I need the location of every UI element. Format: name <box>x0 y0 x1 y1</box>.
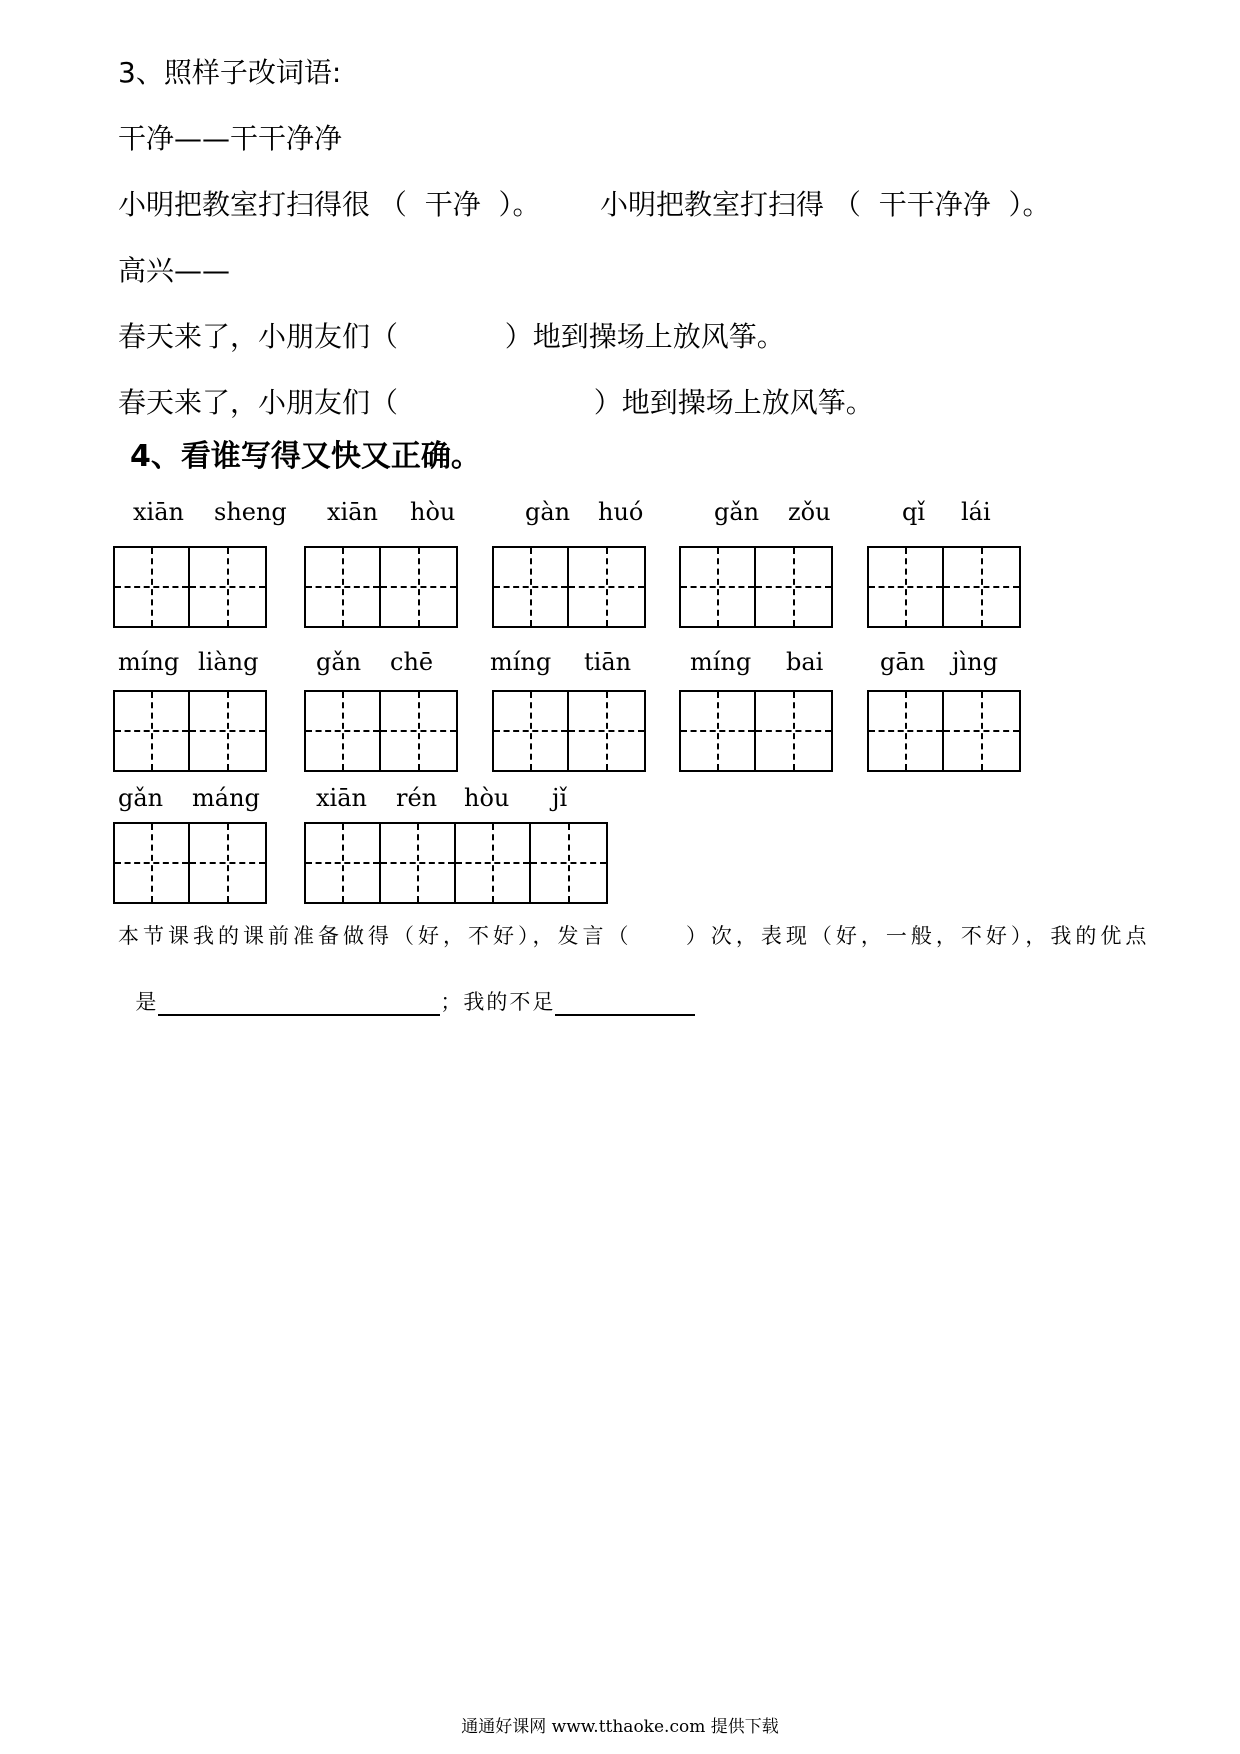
grid-cell[interactable] <box>681 548 756 626</box>
strengths-blank[interactable] <box>158 990 440 1016</box>
grid-cell[interactable] <box>115 824 190 902</box>
self-eval-prefix: 是 <box>135 990 159 1014</box>
pinyin: xiān <box>133 498 184 526</box>
grid-cell[interactable] <box>569 692 644 770</box>
grid-cell[interactable] <box>569 548 644 626</box>
self-eval-middle: ；我的不足 <box>440 990 556 1014</box>
pinyin: gǎn <box>118 784 164 812</box>
writing-grid[interactable] <box>113 690 267 772</box>
pinyin: gǎn <box>316 648 362 676</box>
grid-cell[interactable] <box>944 692 1019 770</box>
grid-cell[interactable] <box>869 692 944 770</box>
grid-cell[interactable] <box>381 548 456 626</box>
pinyin: máng <box>192 784 260 812</box>
writing-grid[interactable] <box>867 546 1021 628</box>
pinyin: gān <box>880 648 926 676</box>
grid-cell[interactable] <box>531 824 606 902</box>
q3-sentence1: 春天来了，小朋友们（ ）地到操场上放风筝。 <box>118 320 785 353</box>
writing-grid[interactable] <box>492 546 646 628</box>
writing-grid-four[interactable] <box>304 822 608 904</box>
pinyin: míng <box>690 648 752 676</box>
grid-cell[interactable] <box>456 824 531 902</box>
grid-cell[interactable] <box>190 692 265 770</box>
grid-cell[interactable] <box>869 548 944 626</box>
grid-cell[interactable] <box>756 548 831 626</box>
q3-example-sentence-a: 小明把教室打扫得很 （ 干净 ）。 <box>118 188 541 221</box>
writing-grid[interactable] <box>304 546 458 628</box>
writing-grid[interactable] <box>679 546 833 628</box>
grid-cell[interactable] <box>944 548 1019 626</box>
pinyin: míng <box>490 648 552 676</box>
writing-grid[interactable] <box>304 690 458 772</box>
writing-grid[interactable] <box>113 546 267 628</box>
grid-cell[interactable] <box>115 692 190 770</box>
grid-cell[interactable] <box>494 548 569 626</box>
pinyin: míng <box>118 648 180 676</box>
pinyin: rén <box>396 784 438 812</box>
q4-title: 4、看谁写得又快又正确。 <box>130 439 481 474</box>
writing-grid[interactable] <box>867 690 1021 772</box>
self-eval-line2 <box>118 962 695 1016</box>
pinyin: sheng <box>214 498 287 526</box>
pinyin: huó <box>598 498 644 526</box>
grid-cell[interactable] <box>381 824 456 902</box>
pinyin: lái <box>961 498 991 526</box>
grid-cell[interactable] <box>306 824 381 902</box>
q3-example-word: 干净——干干净净 <box>118 122 343 155</box>
pinyin: zǒu <box>788 498 831 526</box>
q3-word2: 高兴—— <box>118 254 231 287</box>
writing-grid[interactable] <box>679 690 833 772</box>
grid-cell[interactable] <box>681 692 756 770</box>
pinyin: liàng <box>198 648 259 676</box>
pinyin: tiān <box>584 648 632 676</box>
pinyin: jìng <box>952 648 998 676</box>
grid-cell[interactable] <box>494 692 569 770</box>
grid-cell[interactable] <box>381 692 456 770</box>
q3-title: 3、照样子改词语: <box>118 56 342 89</box>
pinyin: xiān <box>327 498 378 526</box>
weakness-blank[interactable] <box>555 990 695 1016</box>
pinyin: qǐ <box>902 498 926 526</box>
pinyin: hòu <box>464 784 510 812</box>
q3-example-sentence-b: 小明把教室打扫得 （ 干干净净 ）。 <box>600 188 1051 221</box>
grid-cell[interactable] <box>306 692 381 770</box>
grid-cell[interactable] <box>115 548 190 626</box>
pinyin: chē <box>390 648 434 676</box>
pinyin: hòu <box>410 498 456 526</box>
pinyin: gàn <box>525 498 571 526</box>
self-eval-line1: 本节课我的课前准备做得（好，不好），发言（ ）次，表现（好，一般，不好），我的优点 <box>118 924 1151 948</box>
footer-credit: 通通好课网 www.tthaoke.com 提供下载 <box>461 1717 779 1737</box>
q3-sentence2: 春天来了，小朋友们（ ）地到操场上放风筝。 <box>118 386 874 419</box>
pinyin: gǎn <box>714 498 760 526</box>
grid-cell[interactable] <box>190 548 265 626</box>
pinyin: bai <box>786 648 824 676</box>
pinyin: xiān <box>316 784 367 812</box>
writing-grid[interactable] <box>492 690 646 772</box>
writing-grid[interactable] <box>113 822 267 904</box>
grid-cell[interactable] <box>756 692 831 770</box>
pinyin: jǐ <box>552 784 568 812</box>
grid-cell[interactable] <box>190 824 265 902</box>
grid-cell[interactable] <box>306 548 381 626</box>
